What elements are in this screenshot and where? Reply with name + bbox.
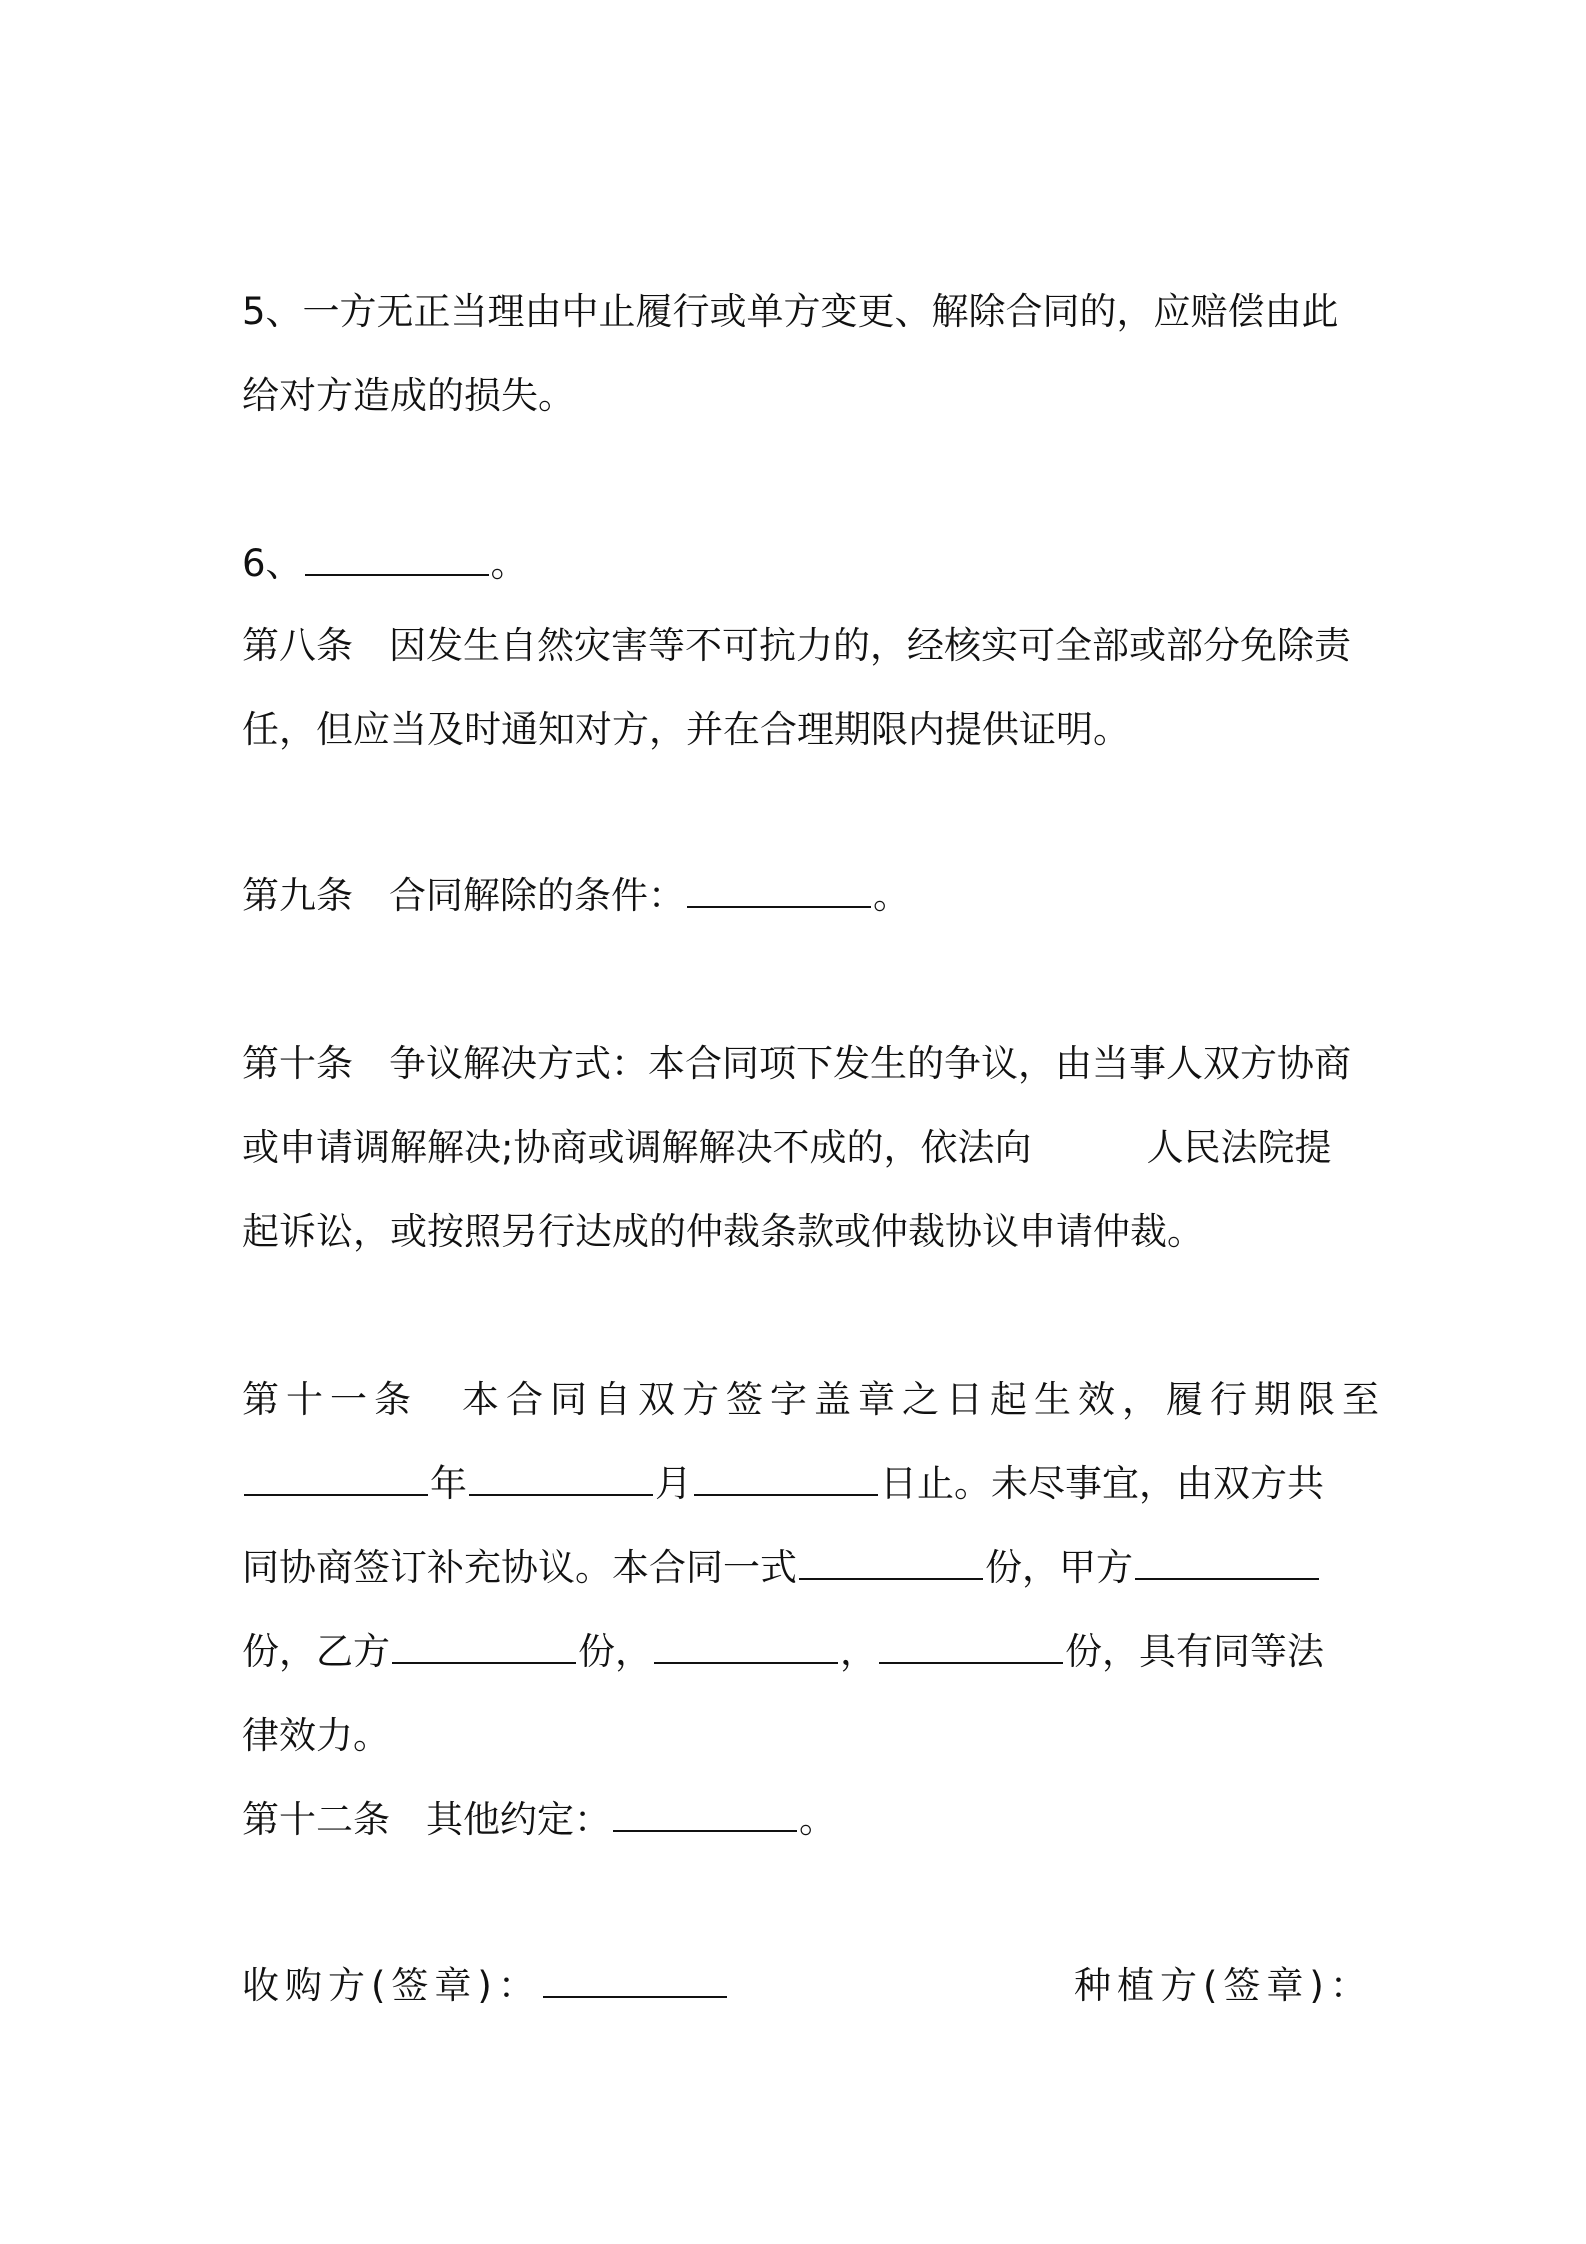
grower-signature (1074, 1962, 1373, 2010)
party-b-copies-blank[interactable] (392, 1632, 576, 1664)
article-9-text: 合同解除的条件： (389, 874, 685, 917)
buyer-signature-blank[interactable] (543, 1966, 727, 1998)
article-11-text-4c: 份，具有同等法 (1065, 1630, 1324, 1673)
article-12 (242, 1796, 1362, 1844)
article-11-text-4a: 份，乙方 (242, 1630, 390, 1673)
other-copies-blank[interactable] (879, 1632, 1063, 1664)
article-11-label: 第十一条 (242, 1378, 418, 1421)
article-10-label: 第十条 (242, 1042, 353, 1085)
article-11-line-5 (242, 1712, 1362, 1760)
article-9 (242, 872, 1362, 920)
article-12-text: 其他约定： (426, 1798, 611, 1841)
party-a-copies-blank[interactable] (1135, 1548, 1319, 1580)
item-6-blank[interactable] (305, 544, 489, 576)
item-6-suffix: 。 (490, 542, 528, 585)
year-label: 年 (430, 1462, 467, 1505)
article-8-label: 第八条 (242, 624, 353, 667)
article-10-line-3 (242, 1208, 1362, 1256)
article-11-line-1 (242, 1376, 1386, 1424)
article-11-day-tail: 日止。未尽事宜，由双方共 (880, 1462, 1324, 1505)
day-blank[interactable] (694, 1464, 878, 1496)
item-6 (242, 540, 1362, 588)
article-9-label: 第九条 (242, 874, 353, 917)
article-11-line-2 (242, 1460, 1362, 1508)
item-5-text-1: 5、一方无正当理由中止履行或单方变更、解除合同的，应赔偿由此 (242, 290, 1339, 333)
other-party-blank[interactable] (654, 1632, 838, 1664)
article-9-suffix: 。 (873, 874, 910, 917)
article-10-line-2 (242, 1124, 1362, 1172)
article-11-line-4 (242, 1628, 1362, 1676)
article-11-comma: ， (840, 1630, 877, 1673)
article-12-label: 第十二条 (242, 1798, 390, 1841)
article-12-blank[interactable] (613, 1800, 797, 1832)
month-label: 月 (655, 1462, 692, 1505)
article-9-blank[interactable] (687, 876, 871, 908)
copies-total-blank[interactable] (799, 1548, 983, 1580)
article-8-text-2: 任，但应当及时通知对方，并在合理期限内提供证明。 (242, 708, 1130, 751)
article-8-line-2 (242, 706, 1362, 754)
article-10-text-2a: 或申请调解解决;协商或调解解决不成的，依法向 (242, 1126, 1032, 1169)
article-11-text-1: 本合同自双方签字盖章之日起生效，履行期限至 (462, 1378, 1386, 1421)
year-blank[interactable] (244, 1464, 428, 1496)
article-10-text-3: 起诉讼，或按照另行达成的仲裁条款或仲裁协议申请仲裁。 (242, 1210, 1204, 1253)
article-8-line-1 (242, 622, 1362, 670)
article-11-text-3a: 同协商签订补充协议。本合同一式 (242, 1546, 797, 1589)
article-11-line-3 (242, 1544, 1362, 1592)
article-8-text-1: 因发生自然灾害等不可抗力的，经核实可全部或部分免除责 (389, 624, 1351, 667)
grower-signature-label: 种植方(签章)： (1074, 1964, 1373, 2007)
article-10-line-1 (242, 1040, 1362, 1088)
month-blank[interactable] (469, 1464, 653, 1496)
article-12-suffix: 。 (799, 1798, 836, 1841)
article-11-text-4b: 份， (578, 1630, 652, 1673)
item-5-text-2: 给对方造成的损失。 (242, 374, 575, 417)
article-10-text-2b: 人民法院提 (1146, 1126, 1332, 1169)
buyer-signature-label: 收购方(签章)： (242, 1964, 541, 2007)
item-5-line-1 (242, 288, 1362, 336)
item-5-line-2 (242, 372, 1362, 420)
article-11-text-5: 律效力。 (242, 1714, 390, 1757)
item-6-prefix: 6、 (242, 542, 303, 585)
article-10-text-1: 争议解决方式：本合同项下发生的争议，由当事人双方协商 (389, 1042, 1351, 1085)
article-11-fen-party-a: 份，甲方 (985, 1546, 1133, 1589)
